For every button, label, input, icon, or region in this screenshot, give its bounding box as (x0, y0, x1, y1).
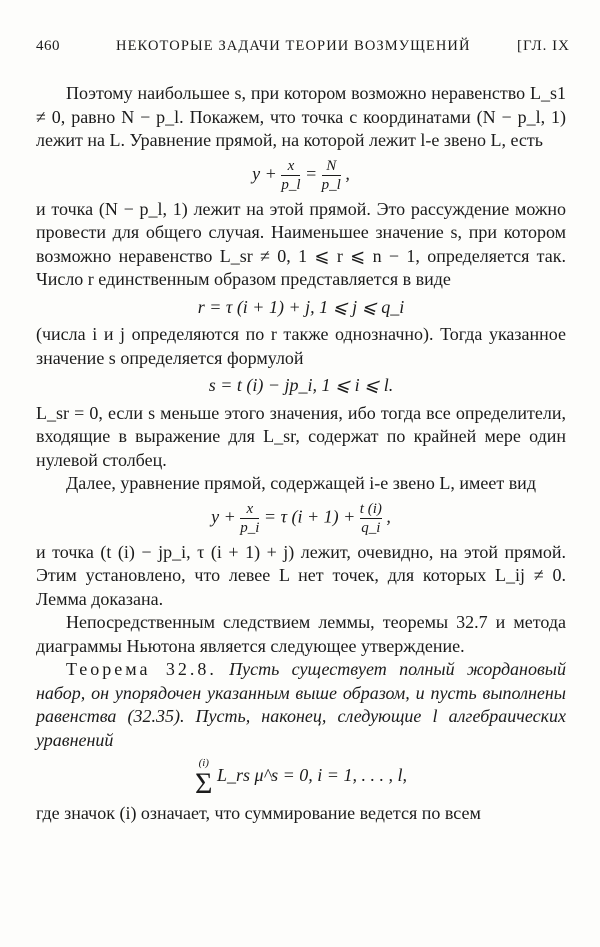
eq4-lhs: y + (211, 506, 236, 527)
equation-line-l (36, 157, 566, 194)
paragraph-2: и точка (N − p_l, 1) лежит на этой прямой. Это рассуждение можно провести для общего случая. Наименьшее значение s, при котором возможно неравенство L_sr ≠ 0, 1 ⩽ r ⩽ n − 1, определяется так. Число r единственным образом представляется в виде (36, 198, 566, 289)
page-number: 460 (36, 38, 60, 54)
paragraph-8: где значок (i) означает, что суммирование ведется по всем (36, 803, 481, 823)
eq4-numerator: x (246, 500, 254, 517)
theorem-text: Пусть существует полный жордановый набор, он упорядочен указанным выше образом, и пусть выполнены равенства (32.35). Пусть, наконец, следующие l алгебраических уравнений (36, 659, 566, 750)
equation-line-i (36, 500, 566, 537)
eq4-fraction-x-over-pi (240, 500, 259, 537)
summation-body: L_rs μ^s = 0, i = 1, . . . , l, (217, 765, 407, 786)
eq1-equals: = (304, 163, 318, 184)
paragraph-4: L_sr = 0, если s меньше этого значения, ибо тогда все определители, входящие в выражение для L_sr, содержат по крайней мере один нулевой столбец. (36, 402, 566, 470)
eq4-denominator-2: q_i (361, 519, 381, 536)
equation-sum (36, 756, 566, 798)
eq1-denominator: p_l (281, 176, 301, 193)
eq1-comma: , (345, 163, 350, 184)
eq1-fraction-n-over-pl (322, 157, 341, 194)
eq4-comma: , (386, 506, 391, 527)
running-header (36, 38, 570, 60)
paragraph-7: Непосредственным следствием леммы, теоремы 32.7 и метода диаграммы Ньютона является следующее утверждение. (36, 612, 566, 656)
page-body (36, 82, 566, 826)
sigma-glyph: Σ (195, 767, 213, 800)
eq4-numerator-2: t (i) (359, 500, 382, 517)
eq4-fraction-ti-over-qi (360, 500, 382, 537)
equation-s: s = t (i) − jp_i, 1 ⩽ i ⩽ l. (208, 375, 394, 395)
eq1-denominator-2: p_l (321, 176, 341, 193)
paragraph-6: и точка (t (i) − jp_i, τ (i + 1) + j) лежит, очевидно, на этой прямой. Этим установлено, что левее L нет точек, для которых L_ij ≠ 0. Лемма доказана. (36, 541, 566, 609)
running-title: НЕКОТОРЫЕ ЗАДАЧИ ТЕОРИИ ВОЗМУЩЕНИЙ (116, 38, 471, 54)
eq4-denominator: p_i (240, 519, 260, 536)
eq1-numerator-2: N (326, 157, 337, 174)
paragraph-1: Поэтому наибольшее s, при котором возможно неравенство L_s1 ≠ 0, равно N − p_l. Покажем, что точка с координатами (N − p_l, 1) лежит на L. Уравнение прямой, на которой лежит l-е звено L, есть (36, 83, 566, 150)
eq1-numerator: x (287, 157, 295, 174)
paragraph-5: Далее, уравнение прямой, содержащей i-е звено L, имеет вид (66, 473, 536, 493)
summation-symbol (195, 756, 212, 798)
eq1-fraction-x-over-pl (281, 157, 300, 194)
eq1-lhs: y + (252, 163, 277, 184)
theorem-label: Теорема 32.8. (66, 659, 217, 679)
summation-superscript: (i) (198, 757, 209, 769)
chapter-label: [ГЛ. IX (516, 38, 570, 54)
eq4-middle: = τ (i + 1) + (263, 506, 356, 527)
paragraph-3: (числа i и j определяются по r также однозначно). Тогда указанное значение s определяется формулой (36, 324, 566, 368)
equation-r: r = τ (i + 1) + j, 1 ⩽ j ⩽ q_i (197, 296, 405, 317)
theorem-paragraph (36, 658, 566, 752)
